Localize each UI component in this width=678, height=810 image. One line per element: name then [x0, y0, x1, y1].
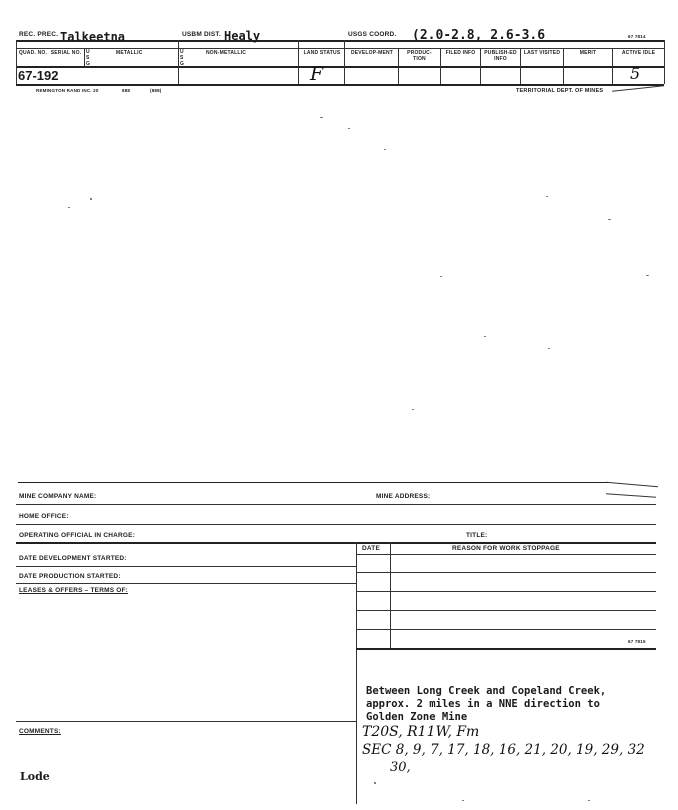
- speck: [546, 196, 548, 197]
- usbm-dist-value: Healy: [224, 29, 261, 43]
- speck: [646, 275, 649, 276]
- company-rule: [16, 504, 656, 505]
- header-rule-2: [16, 48, 664, 49]
- home-office-rule: [16, 524, 656, 525]
- comments-label: COMMENTS:: [19, 728, 61, 735]
- header-vline-land: [298, 40, 299, 84]
- table-left-vline: [356, 542, 357, 804]
- header-vline-right: [664, 40, 665, 84]
- handwritten-sections-cont: 30,: [390, 760, 411, 775]
- production-label: PRODUC-TION: [407, 50, 432, 62]
- location-note: [366, 685, 606, 724]
- table-head-rule: [356, 554, 656, 555]
- header-vline-filed: [440, 48, 441, 84]
- usgs-coord-label: USGS COORD.: [348, 31, 397, 38]
- header-vline-last: [520, 48, 521, 84]
- prod-started-rule: [16, 583, 356, 584]
- table-row-rule-4: [356, 629, 656, 630]
- title-label: TITLE:: [466, 532, 488, 539]
- dev-started-label: DATE DEVELOPMENT STARTED:: [19, 555, 127, 562]
- header-vline-quad: [84, 48, 85, 66]
- develop-label: DEVELOP-MENT: [350, 50, 394, 56]
- header-vline-pub: [480, 48, 481, 84]
- speck: [90, 198, 92, 200]
- operating-rule: [16, 542, 656, 544]
- handwritten-sections: SEC 8, 9, 7, 17, 18, 16, 21, 20, 19, 29, 32: [362, 742, 645, 758]
- usbm-dist-label: USBM DIST.: [182, 31, 221, 38]
- header-vline-usbm: [178, 40, 179, 84]
- header-vline-prod: [398, 48, 399, 84]
- handwritten-township: T20S, R11W, Fm: [362, 724, 480, 740]
- usgs-coord-value: (2.0-2.8, 2.6-3.6: [412, 28, 546, 43]
- printer-line: REMINGTON RAND INC. 20: [36, 88, 99, 93]
- speck: [68, 207, 70, 208]
- speck: [412, 409, 414, 410]
- serial-label: SERIAL NO.: [50, 50, 82, 56]
- speck: [440, 276, 442, 277]
- header-vline-coord: [344, 40, 345, 84]
- operating-label: OPERATING OFFICIAL IN CHARGE:: [19, 532, 136, 539]
- rec-prec-value: Talkeetna: [60, 30, 126, 44]
- nonmetallic-label: NON-METALLIC: [206, 50, 247, 56]
- metallic-label: METALLIC: [116, 50, 143, 56]
- printer-code-2: (888): [150, 88, 162, 93]
- speck: [384, 149, 386, 150]
- active-label: ACTIVE IDLE: [621, 50, 656, 56]
- card-edge-rule: [18, 482, 608, 483]
- leases-label: LEASES & OFFERS – TERMS OF:: [19, 587, 129, 594]
- usg-label-metallic: U S G: [86, 49, 91, 67]
- card-edge-curl: [606, 482, 658, 488]
- location-note-line-3: Golden Zone Mine: [366, 711, 468, 723]
- dept-flourish: [612, 85, 664, 91]
- speck: [608, 219, 611, 220]
- header-vline-merit: [563, 48, 564, 84]
- reason-col-label: REASON FOR WORK STOPPAGE: [452, 545, 560, 552]
- quad-value: 67-192: [18, 68, 59, 83]
- dept-label: TERRITORIAL DEPT. OF MINES: [516, 88, 604, 94]
- table-row-rule-2: [356, 591, 656, 592]
- rec-prec-label: REC. PREC.: [19, 31, 59, 38]
- published-label: PUBLISH-ED INFO: [484, 50, 517, 62]
- speck: [588, 800, 590, 801]
- address-label: MINE ADDRESS:: [376, 493, 431, 500]
- active-value: 5: [630, 64, 641, 83]
- dev-started-rule: [16, 566, 356, 567]
- header-vline-left: [16, 40, 17, 84]
- comments-value: Lode: [20, 770, 50, 783]
- date-col-label: DATE: [362, 545, 381, 552]
- table-row-rule-5: [356, 648, 656, 650]
- header-vline-active: [612, 48, 613, 84]
- speck: [484, 336, 486, 337]
- form-number: 67 7814: [628, 34, 646, 39]
- form-number-2: 67 7815: [628, 639, 646, 644]
- location-note-line-2: approx. 2 miles in a NNE direction to: [366, 698, 600, 710]
- company-curl: [606, 493, 656, 497]
- comments-rule: [16, 721, 356, 722]
- land-status-value: F: [310, 63, 324, 85]
- speck: [348, 128, 350, 129]
- prod-started-label: DATE PRODUCTION STARTED:: [19, 573, 121, 580]
- table-date-vline: [390, 542, 391, 650]
- last-visited-label: LAST VISITED: [523, 50, 561, 56]
- table-row-rule-3: [356, 610, 656, 611]
- speck: [320, 117, 323, 118]
- filed-label: FILED INFO: [445, 50, 476, 56]
- table-row-rule-1: [356, 572, 656, 573]
- usg-label-nonmetallic: U S G: [180, 49, 185, 67]
- speck: [548, 348, 550, 349]
- merit-label: MERIT: [579, 50, 597, 56]
- speck: [374, 782, 376, 784]
- speck: [462, 800, 464, 801]
- company-label: MINE COMPANY NAME:: [19, 493, 97, 500]
- location-note-line-1: Between Long Creek and Copeland Creek,: [366, 685, 607, 697]
- quad-label: QUAD. NO.: [18, 50, 48, 56]
- header-bottom-rule: [16, 84, 664, 86]
- home-office-label: HOME OFFICE:: [19, 513, 69, 520]
- header-rule-3: [16, 66, 664, 68]
- printer-code-1: 888: [122, 88, 131, 93]
- land-status-label: LAND STATUS: [303, 50, 341, 56]
